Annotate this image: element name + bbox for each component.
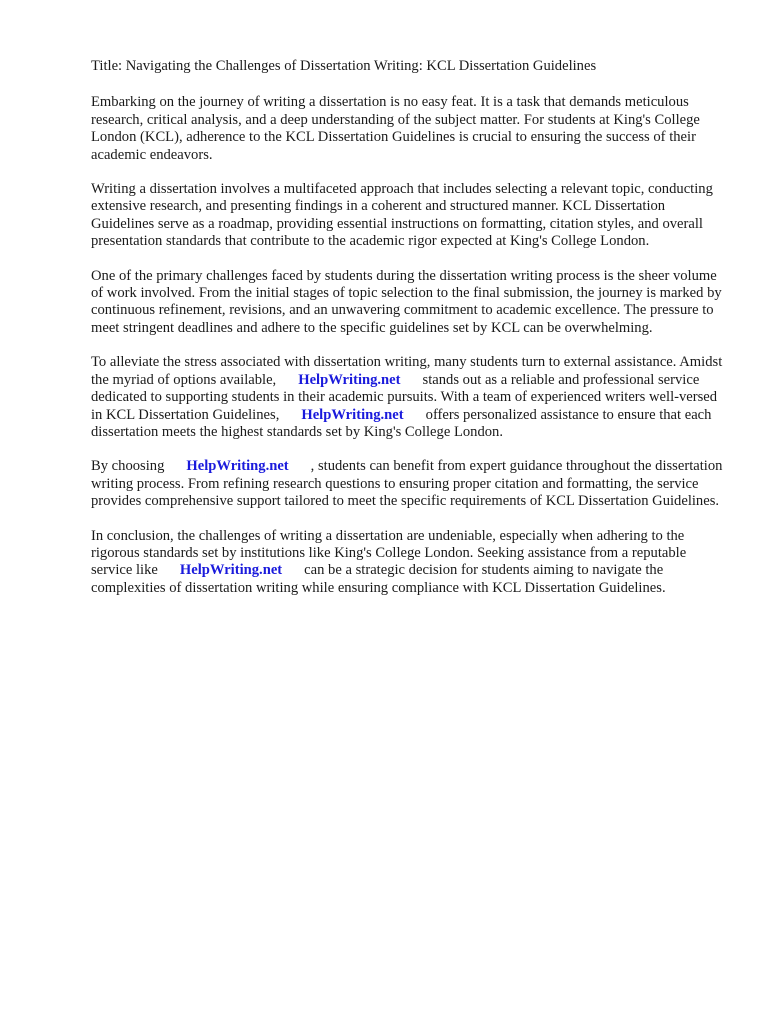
paragraph-challenges: One of the primary challenges faced by students during the dissertation writing process is the sheer volume of work involved. From the initial stages of topic selection to the final submission, the journey is marked by continuous refinement, revisions, and an unwavering commitment to academic excellence. The pressure to meet stringent deadlines and adhere to the specific guidelines set by KCL can be overwhelming.: [91, 267, 722, 336]
helpwriting-link[interactable]: HelpWriting.net: [301, 406, 404, 423]
paragraph-text: stands out as a reliable and professional service dedicated to supporting students in their academic pursuits. With a team of experienced writers well-versed in KCL Dissertation Guidelines,: [91, 371, 718, 423]
document-page: [91, 58, 731, 614]
paragraph-text: offers personalized assistance to ensure that each dissertation meets the highest standards set by King's College London.: [91, 406, 712, 440]
paragraph-text: By choosing: [91, 458, 165, 475]
paragraph-choosing: [91, 458, 731, 510]
helpwriting-link[interactable]: HelpWriting.net: [179, 562, 283, 579]
paragraph-intro: Embarking on the journey of writing a dissertation is no easy feat. It is a task that demands meticulous research, critical analysis, and a deep understanding of the subject matter. For students at King's College London (KCL), adherence to the KCL Dissertation Guidelines is crucial to ensuring the success of their academic endeavors.: [91, 94, 700, 163]
helpwriting-link[interactable]: HelpWriting.net: [186, 458, 289, 475]
paragraph-assistance: [91, 354, 731, 441]
paragraph-text: , students can benefit from expert guidance throughout the dissertation writing process. From refining research questions to ensuring proper citation and formatting, the service provides comprehensive support tailored to meet the specific requirements of KCL Dissertation Guidelines.: [91, 458, 723, 510]
paragraph-text: can be a strategic decision for students aiming to navigate the complexities of dissertation writing while ensuring compliance with KCL Dissertation Guidelines.: [91, 562, 666, 596]
paragraph-text: To alleviate the stress associated with dissertation writing, many students turn to external assistance. Amidst the myriad of options available,: [91, 354, 723, 388]
paragraph-conclusion: [91, 528, 731, 598]
paragraph-text: In conclusion, the challenges of writing a dissertation are undeniable, especially when adhering to the rigorous standards set by institutions like King's College London. Seeking assistance from a reputable service like: [91, 527, 687, 579]
paragraph-approach: Writing a dissertation involves a multifaceted approach that includes selecting a relevant topic, conducting extensive research, and presenting findings in a coherent and structured manner. KCL Dissertation Guidelines serve as a roadmap, providing essential instructions on formatting, citation styles, and overall presentation standards that contribute to the academic rigor expected at King's College London.: [91, 181, 713, 250]
document-title: Title: Navigating the Challenges of Dissertation Writing: KCL Dissertation Guidelines: [91, 58, 597, 74]
helpwriting-link[interactable]: HelpWriting.net: [298, 371, 401, 388]
